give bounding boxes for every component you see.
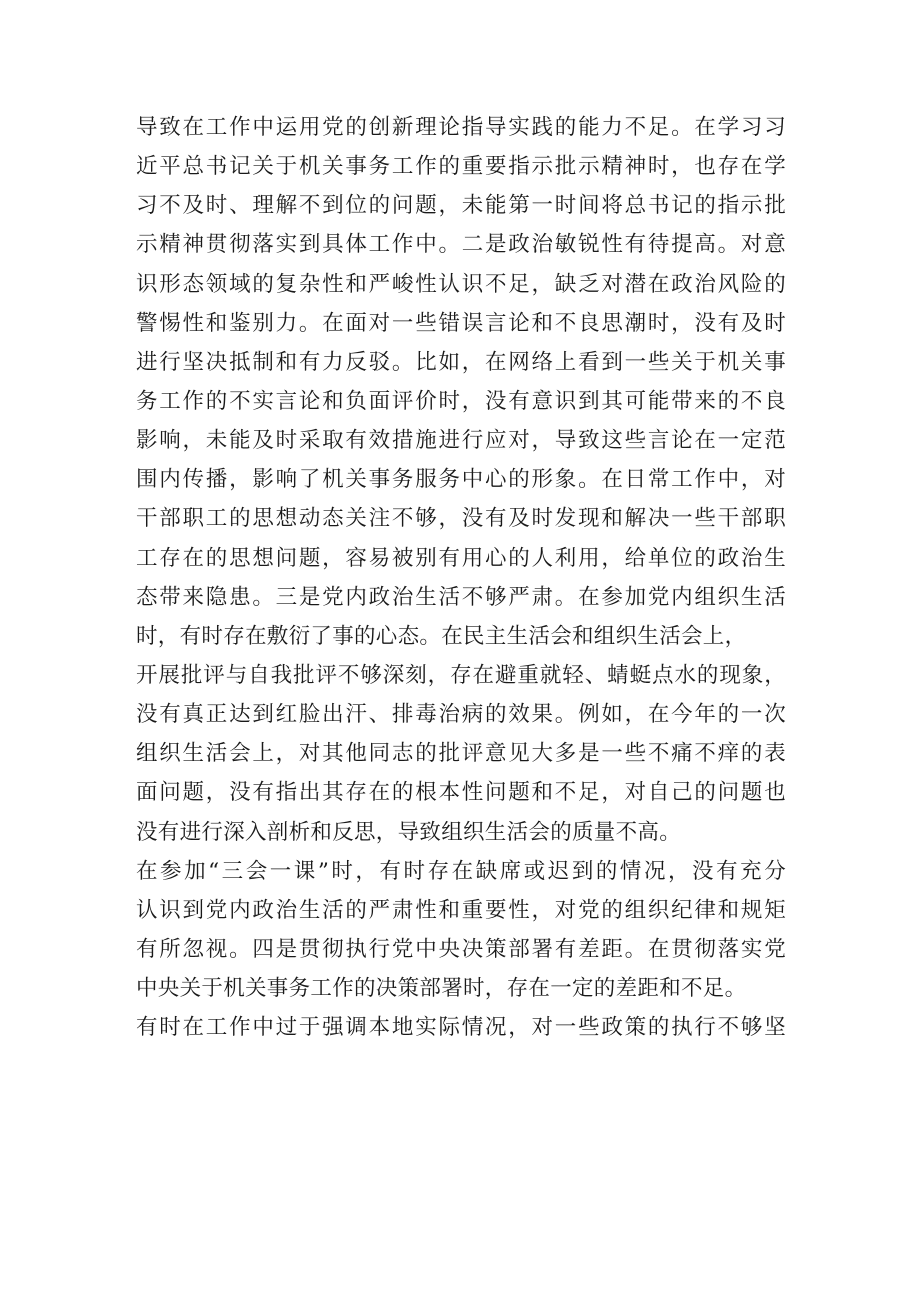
text-line: 习不及时、理解不到位的问题，未能第一时间将总书记的指示批 bbox=[136, 193, 786, 219]
paragraph-2 bbox=[136, 852, 786, 1048]
paragraph-1 bbox=[136, 108, 786, 852]
text-line: 中央关于机关事务工作的决策部署时，存在一定的差距和不足。 bbox=[136, 976, 747, 1002]
text-line: 示精神贯彻落实到具体工作中。二是政治敏锐性有待提高。对意 bbox=[136, 232, 786, 258]
text-line: 影响，未能及时采取有效措施进行应对，导致这些言论在一定范 bbox=[136, 428, 786, 454]
text-line: 近平总书记关于机关事务工作的重要指示批示精神时，也存在学 bbox=[136, 154, 786, 180]
text-line: 进行坚决抵制和有力反驳。比如，在网络上看到一些关于机关事 bbox=[136, 349, 786, 375]
text-line: 工存在的思想问题，容易被别有用心的人利用，给单位的政治生 bbox=[136, 545, 786, 571]
text-line: 认识到党内政治生活的严肃性和重要性，对党的组织纪律和规矩 bbox=[136, 897, 786, 923]
text-line: 导致在工作中运用党的创新理论指导实践的能力不足。在学习习 bbox=[136, 115, 786, 140]
text-line: 没有真正达到红脸出汗、排毒治病的效果。例如，在今年的一次 bbox=[136, 702, 786, 728]
text-line: 有时在工作中过于强调本地实际情况，对一些政策的执行不够坚 bbox=[136, 1015, 786, 1041]
text-line: 警惕性和鉴别力。在面对一些错误言论和不良思潮时，没有及时 bbox=[136, 310, 786, 336]
document-body bbox=[136, 108, 786, 1047]
text-line: 面问题，没有指出其存在的根本性问题和不足，对自己的问题也 bbox=[136, 780, 786, 806]
text-line: 在参加“三会一课”时，有时存在缺席或迟到的情况，没有充分 bbox=[136, 858, 786, 884]
text-line: 态带来隐患。三是党内政治生活不够严肃。在参加党内组织生活 bbox=[136, 584, 786, 610]
text-line: 开展批评与自我批评不够深刻，存在避重就轻、蜻蜓点水的现象， bbox=[136, 662, 786, 688]
text-line: 时，有时存在敷衍了事的心态。在民主生活会和组织生活会上， bbox=[136, 623, 747, 649]
text-line: 识形态领域的复杂性和严峻性认识不足，缺乏对潜在政治风险的 bbox=[136, 271, 786, 297]
text-line: 围内传播，影响了机关事务服务中心的形象。在日常工作中，对 bbox=[136, 467, 786, 493]
text-line: 组织生活会上，对其他同志的批评意见大多是一些不痛不痒的表 bbox=[136, 741, 786, 767]
text-line: 没有进行深入剖析和反思，导致组织生活会的质量不高。 bbox=[136, 819, 682, 845]
text-line: 有所忽视。四是贯彻执行党中央决策部署有差距。在贯彻落实党 bbox=[136, 936, 786, 962]
text-line: 干部职工的思想动态关注不够，没有及时发现和解决一些干部职 bbox=[136, 506, 786, 532]
text-line: 务工作的不实言论和负面评价时，没有意识到其可能带来的不良 bbox=[136, 388, 786, 414]
